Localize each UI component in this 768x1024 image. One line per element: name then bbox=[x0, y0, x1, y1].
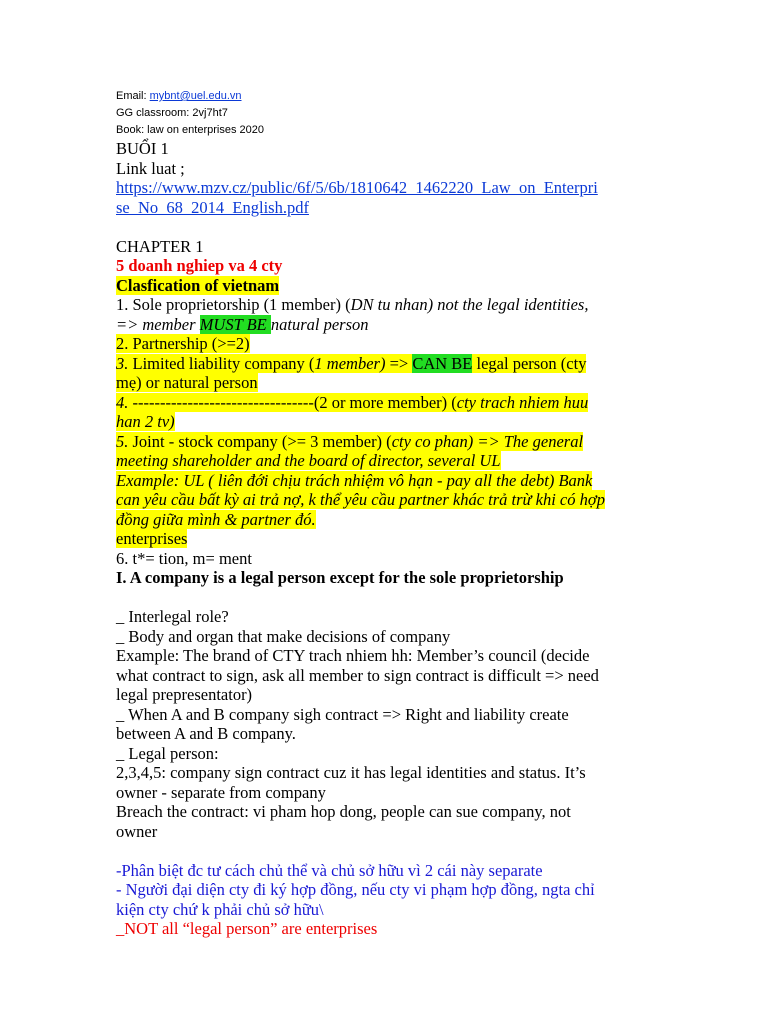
document-body bbox=[116, 88, 652, 939]
example-line-3: đồng giữa mình & partner đó. bbox=[116, 509, 316, 529]
link-label: Link luat ; bbox=[116, 158, 185, 178]
chapter-subtitle: 5 doanh nghiep va 4 cty bbox=[116, 256, 283, 275]
item-6: 6. t*= tion, m= ment bbox=[116, 548, 252, 568]
session-title: BUỔI 1 bbox=[116, 139, 169, 158]
section-1-line: _ Body and organ that make decisions of company bbox=[116, 626, 451, 646]
section-1-line: what contract to sign, ask all member to sign contract is difficult => need bbox=[116, 665, 599, 685]
section-1-line: Example: The brand of CTY trach nhiem hh: Member’s council (decide bbox=[116, 646, 590, 665]
item-1-line-2: => member MUST BE natural person bbox=[116, 314, 369, 334]
section-1-line: 2,3,4,5: company sign contract cuz it has legal identities and status. It’s bbox=[116, 763, 586, 782]
law-link-line-2[interactable]: se_No_68_2014_English.pdf bbox=[116, 197, 309, 217]
note-line: kiện cty chứ k phải chủ sở hữu\ bbox=[116, 899, 324, 919]
item-2: 2. Partnership (>=2) bbox=[116, 334, 250, 353]
blank-line bbox=[116, 217, 652, 237]
item-4-line-2: han 2 tv) bbox=[116, 412, 175, 431]
example-line-1: Example: UL ( liên đới chịu trách nhiệm vô hạn - pay all the debt) Bank bbox=[116, 470, 593, 490]
note-line: -Phân biệt đc tư cách chủ thể và chủ sở hữu vì 2 cái này separate bbox=[116, 860, 543, 880]
note-line: - Người đại diện cty đi ký hợp đồng, nếu cty vi phạm hợp đồng, ngta chỉ bbox=[116, 880, 595, 899]
section-1-line: owner - separate from company bbox=[116, 782, 326, 802]
item-3-line-2: mẹ) or natural person bbox=[116, 373, 258, 392]
section-1-line: legal prepresentator) bbox=[116, 685, 253, 704]
note-line: _NOT all “legal person” are enterprises bbox=[116, 919, 378, 938]
email-link[interactable]: mybnt@uel.edu.vn bbox=[149, 90, 242, 102]
blank-line bbox=[116, 588, 652, 608]
section-1-line: _ Legal person: bbox=[116, 743, 219, 763]
item-5-line-1: 5. Joint - stock company (>= 3 member) (cty co phan) => The general bbox=[116, 431, 584, 451]
section-1-line: between A and B company. bbox=[116, 724, 296, 743]
chapter-title: CHAPTER 1 bbox=[116, 236, 204, 256]
item-3-line-1: 3. Limited liability company (1 member) => CAN BE legal person (cty bbox=[116, 353, 587, 373]
classroom-line: GG classroom: 2vj7ht7 bbox=[116, 107, 228, 119]
law-link-line-1[interactable]: https://www.mzv.cz/public/6f/5/6b/1810642_1462220_Law_on_Enterpri bbox=[116, 178, 598, 197]
section-1-line: _ Interlegal role? bbox=[116, 607, 229, 626]
section-1-line: _ When A and B company sigh contract => Right and liability create bbox=[116, 704, 569, 724]
example-line-2: can yêu cầu bất kỳ ai trả nợ, k thể yêu cầu partner khác trả trừ khi có hợp bbox=[116, 490, 605, 509]
email-line: Email: mybnt@uel.edu.vn bbox=[116, 90, 242, 102]
classification-heading: Clasfication of vietnam bbox=[116, 275, 280, 295]
book-line: Book: law on enterprises 2020 bbox=[116, 124, 264, 136]
enterprises-label: enterprises bbox=[116, 529, 188, 548]
item-4-line-1: 4. ---------------------------------(2 or more member) (cty trach nhiem huu bbox=[116, 392, 589, 412]
item-1-line-1: 1. Sole proprietorship (1 member) (DN tu nhan) not the legal identities, bbox=[116, 295, 589, 314]
section-1-heading: I. A company is a legal person except for the sole proprietorship bbox=[116, 568, 564, 587]
item-5-line-2: meeting shareholder and the board of director, several UL bbox=[116, 451, 501, 470]
blank-line bbox=[116, 841, 652, 861]
section-1-line: Breach the contract: vi pham hop dong, people can sue company, not bbox=[116, 802, 571, 821]
section-1-line: owner bbox=[116, 821, 158, 841]
